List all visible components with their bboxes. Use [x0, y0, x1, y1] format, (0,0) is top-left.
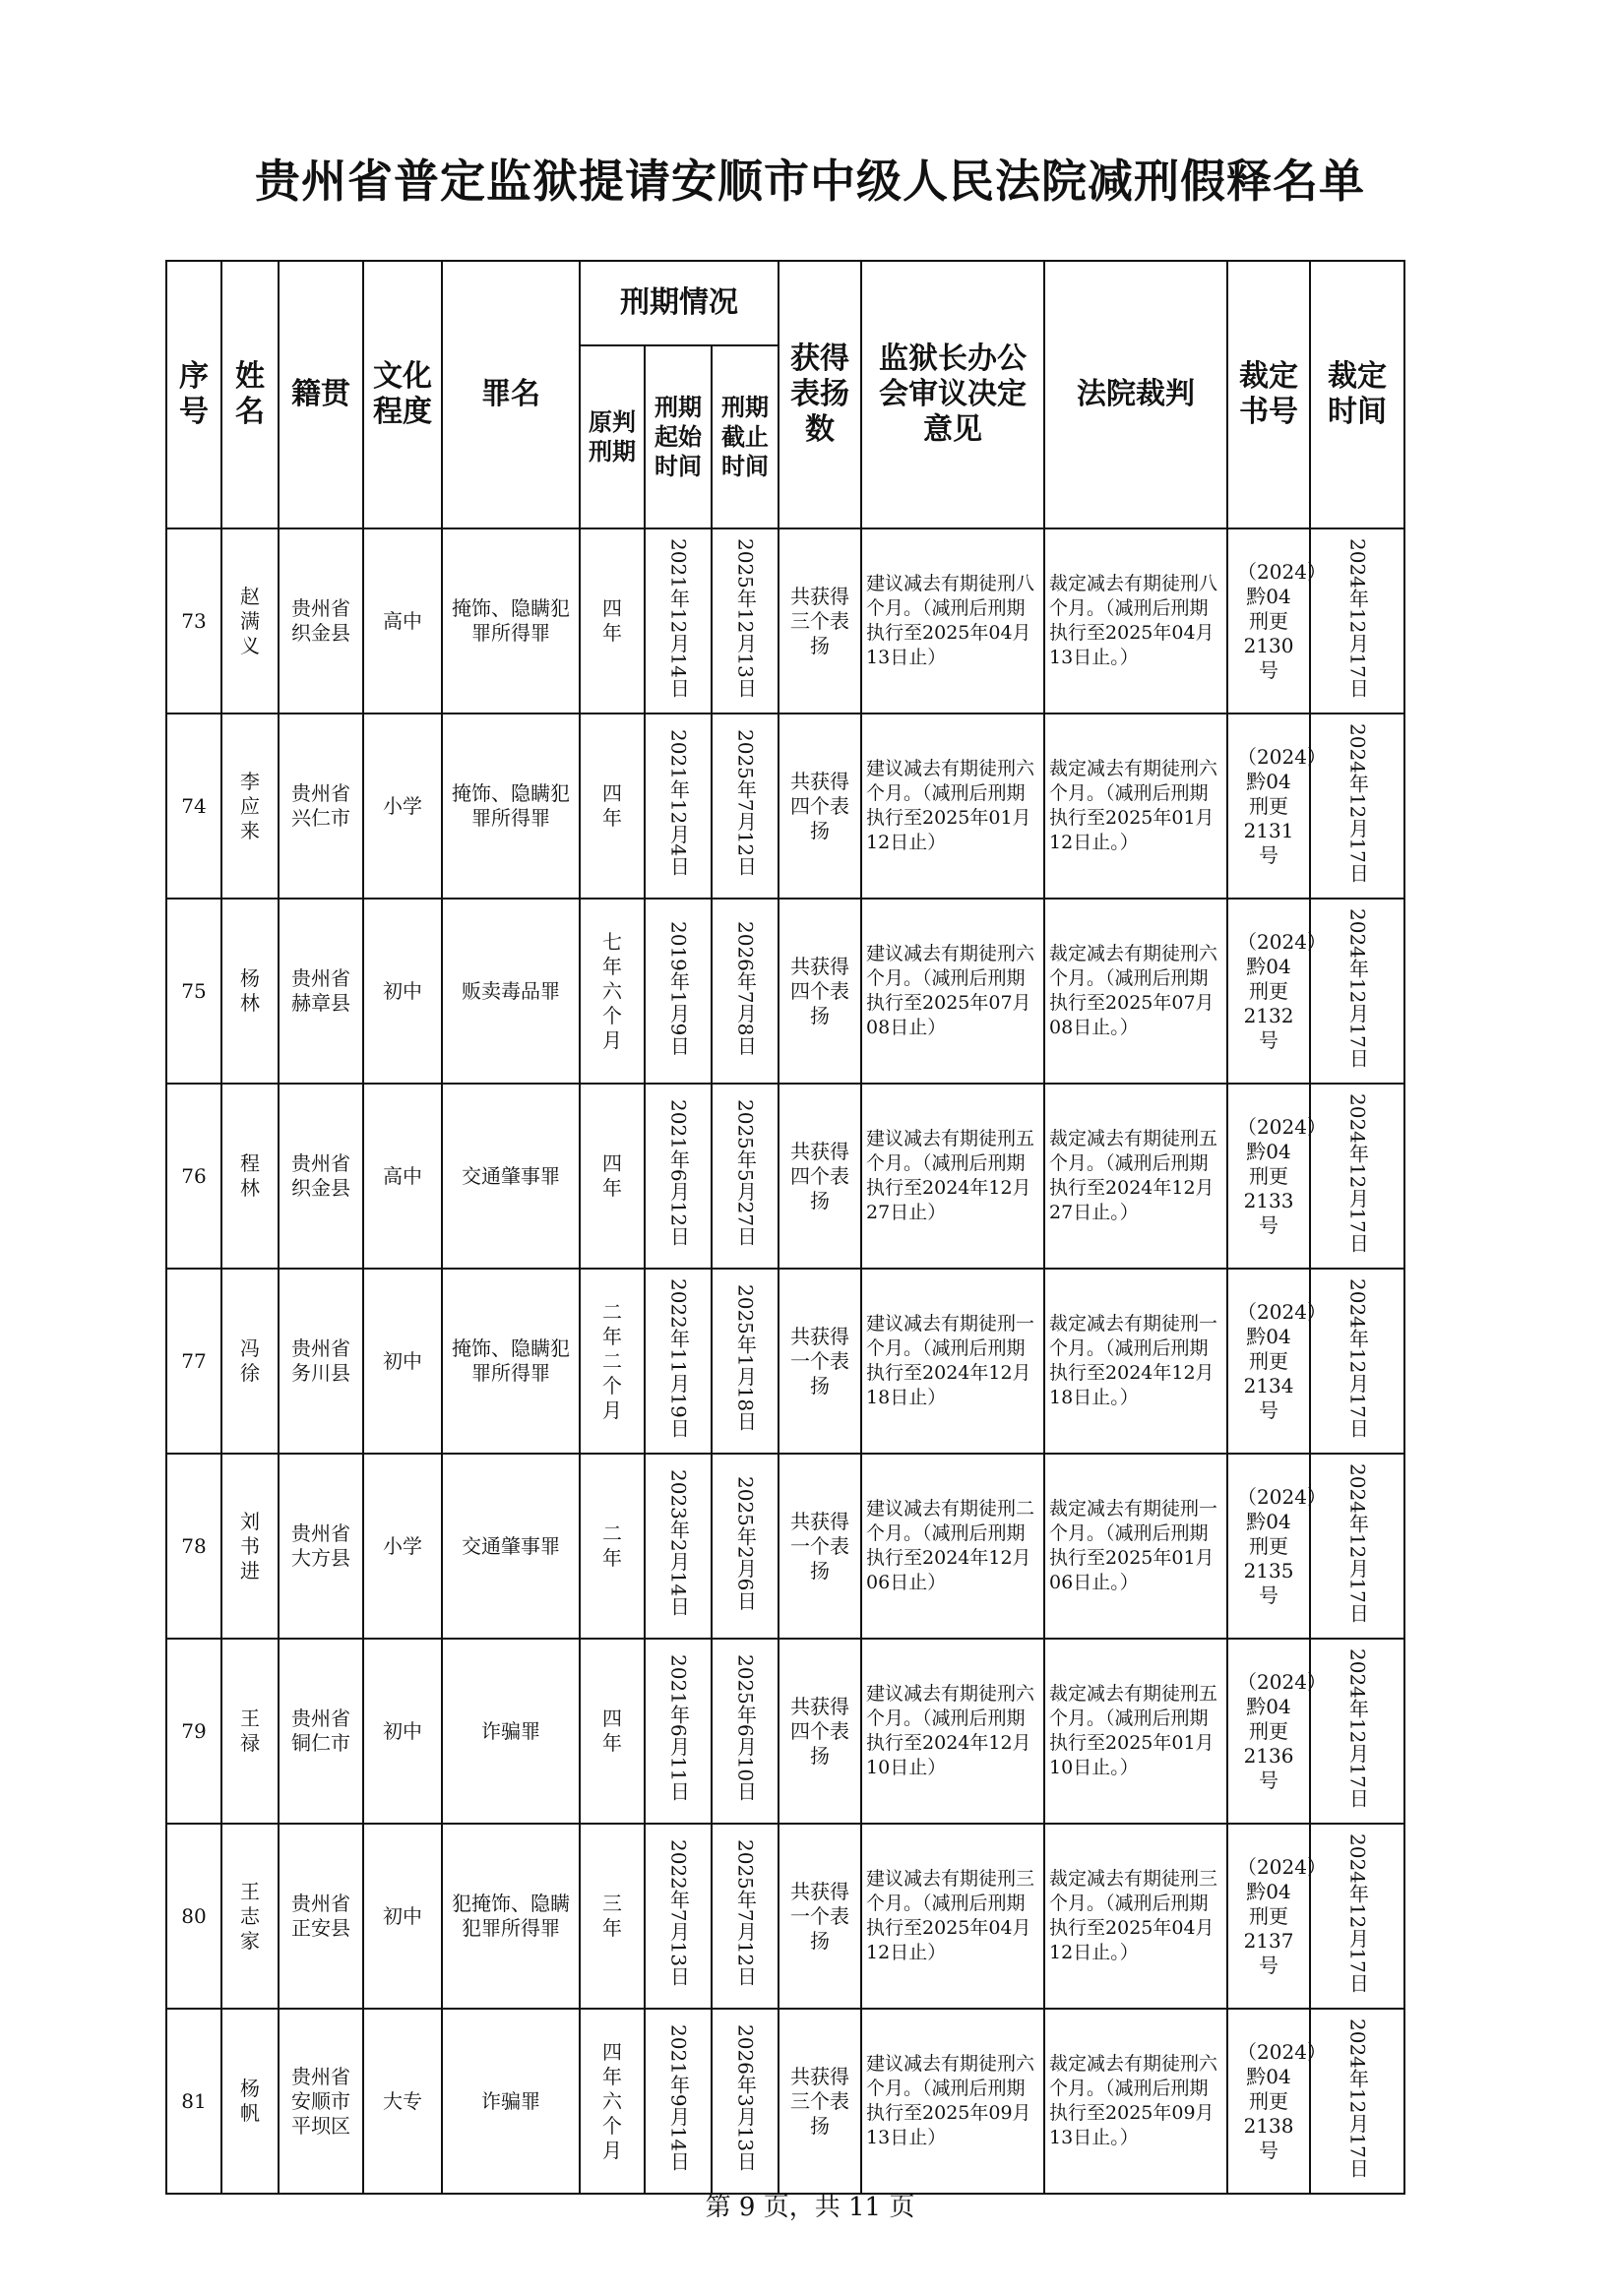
cell-origin [279, 2009, 363, 2194]
cell-name [221, 714, 279, 899]
cell-education [363, 1454, 442, 1639]
cell-crime [442, 2009, 580, 2194]
cell-commendations-text: 共获得四个表扬 [790, 769, 850, 842]
cell-ruling-number-text: （2024）黔04刑更2131号 [1237, 744, 1327, 867]
cell-term-start-text: 2022年7月13日 [666, 1839, 691, 1987]
cell-term-end [712, 1824, 779, 2009]
cell-ruling-number [1227, 1269, 1327, 1454]
cell-name-text: 刘书进 [240, 1509, 260, 1582]
cell-origin-text: 贵州省织金县 [291, 596, 350, 645]
cell-term-end [712, 2009, 779, 2194]
cell-term-end [712, 714, 779, 899]
cell-ruling-date-text: 2024年12月17日 [1345, 2018, 1370, 2178]
cell-term-end-text: 2025年2月6日 [733, 1475, 758, 1611]
cell-commendations-text: 共获得四个表扬 [790, 1139, 850, 1212]
cell-crime [442, 1639, 580, 1824]
cell-warden-opinion [861, 714, 1044, 899]
table-body [166, 528, 1404, 2194]
cell-court-ruling [1044, 2009, 1227, 2194]
cell-term-start-text: 2021年12月4日 [666, 729, 691, 877]
cell-ruling-number-text: （2024）黔04刑更2138号 [1237, 2039, 1327, 2162]
cell-seq [166, 528, 221, 714]
cell-warden-opinion [861, 2009, 1044, 2194]
header-education: 文化程度 [363, 261, 442, 528]
cell-term-end-text: 2025年7月12日 [733, 729, 758, 877]
cell-ruling-number [1227, 714, 1327, 899]
cell-warden-opinion [861, 1454, 1044, 1639]
cell-education [363, 1639, 442, 1824]
cell-seq-text: 78 [181, 1533, 207, 1558]
cell-warden-opinion-text: 建议减去有期徒刑二个月。（减刑后刑期执行至2024年12月06日止） [866, 1498, 1035, 1593]
table-row [166, 1639, 1404, 1824]
table-row [166, 528, 1404, 714]
cell-ruling-date [1310, 714, 1404, 899]
table-row [166, 2009, 1404, 2194]
cell-ruling-number [1227, 1639, 1327, 1824]
table-row [166, 1824, 1404, 2009]
cell-warden-opinion-text: 建议减去有期徒刑六个月。（减刑后刑期执行至2025年09月13日止） [866, 2053, 1035, 2148]
cell-name [221, 899, 279, 1084]
header-ruling-number: 裁定书号 [1227, 261, 1310, 528]
cell-seq-text: 79 [181, 1718, 207, 1743]
cell-ruling-date-text: 2024年12月17日 [1345, 1093, 1370, 1253]
cell-origin [279, 899, 363, 1084]
cell-crime-text: 诈骗罪 [481, 1718, 540, 1743]
cell-ruling-date-text: 2024年12月17日 [1345, 1833, 1370, 1993]
table-row [166, 899, 1404, 1084]
cell-term-start-text: 2021年6月11日 [666, 1654, 691, 1802]
cell-court-ruling-text: 裁定减去有期徒刑一个月。（减刑后刑期执行至2025年01月06日止。） [1049, 1498, 1218, 1593]
cell-original-term-text: 七年六个月 [602, 929, 622, 1052]
cell-seq-text: 75 [181, 978, 207, 1003]
cell-ruling-number-text: （2024）黔04刑更2132号 [1237, 929, 1327, 1052]
cell-ruling-number-text: （2024）黔04刑更2137号 [1237, 1854, 1327, 1977]
cell-original-term-text: 二年二个月 [602, 1299, 622, 1422]
cell-commendations [779, 1824, 861, 2009]
cell-ruling-date [1310, 528, 1404, 714]
cell-crime [442, 1269, 580, 1454]
header-term-end: 刑期截止时间 [712, 345, 779, 528]
header-sentence-group: 刑期情况 [580, 261, 779, 345]
cell-seq [166, 1269, 221, 1454]
cell-name [221, 528, 279, 714]
cell-warden-opinion [861, 528, 1044, 714]
cell-crime [442, 1454, 580, 1639]
header-origin: 籍贯 [279, 261, 363, 528]
cell-court-ruling-text: 裁定减去有期徒刑三个月。（减刑后刑期执行至2025年04月12日止。） [1049, 1868, 1218, 1963]
cell-commendations [779, 528, 861, 714]
cell-education [363, 2009, 442, 2194]
cell-ruling-number [1227, 1084, 1327, 1269]
cell-crime [442, 714, 580, 899]
header-seq: 序号 [166, 261, 221, 528]
cell-term-start [645, 1269, 712, 1454]
cell-education-text: 高中 [383, 1163, 422, 1188]
cell-crime-text: 犯掩饰、隐瞒犯罪所得罪 [452, 1892, 570, 1940]
cell-ruling-number [1227, 899, 1327, 1084]
page-title: 贵州省普定监狱提请安顺市中级人民法院减刑假释名单 [255, 155, 1365, 208]
cell-education-text: 初中 [383, 1348, 422, 1373]
cell-name-text: 王禄 [240, 1706, 260, 1755]
cell-crime-text: 诈骗罪 [481, 2088, 540, 2113]
cell-crime-text: 交通肇事罪 [462, 1163, 560, 1188]
header-commendations: 获得表扬数 [779, 261, 861, 528]
cell-name [221, 1084, 279, 1269]
cell-ruling-number [1227, 1824, 1327, 2009]
cell-term-start [645, 1824, 712, 2009]
cell-education-text: 小学 [383, 793, 422, 818]
cell-original-term-text: 四年六个月 [602, 2039, 622, 2162]
cell-education-text: 小学 [383, 1533, 422, 1558]
cell-ruling-number-text: （2024）黔04刑更2130号 [1237, 559, 1327, 682]
cell-warden-opinion-text: 建议减去有期徒刑六个月。（减刑后刑期执行至2024年12月10日止） [866, 1683, 1035, 1778]
cell-education [363, 1269, 442, 1454]
cell-crime-text: 掩饰、隐瞒犯罪所得罪 [452, 781, 570, 830]
cell-seq [166, 714, 221, 899]
cell-ruling-number [1227, 1454, 1327, 1639]
cell-name-text: 冯徐 [240, 1336, 260, 1385]
cell-term-end-text: 2025年1月18日 [733, 1284, 758, 1432]
cell-term-end [712, 899, 779, 1084]
cell-origin [279, 1824, 363, 2009]
cell-name-text: 杨帆 [240, 2077, 260, 2125]
cell-court-ruling [1044, 899, 1227, 1084]
cell-term-end [712, 528, 779, 714]
cell-ruling-date-text: 2024年12月17日 [1345, 723, 1370, 883]
cell-seq [166, 1824, 221, 2009]
cell-education-text: 大专 [383, 2088, 422, 2113]
cell-ruling-date [1310, 1454, 1404, 1639]
cell-term-start-text: 2023年2月14日 [666, 1469, 691, 1617]
cell-commendations-text: 共获得三个表扬 [790, 584, 850, 657]
cell-crime-text: 掩饰、隐瞒犯罪所得罪 [452, 1336, 570, 1385]
cell-origin [279, 1639, 363, 1824]
cell-court-ruling-text: 裁定减去有期徒刑八个月。（减刑后刑期执行至2025年04月13日止。） [1049, 573, 1218, 668]
cell-ruling-number [1227, 528, 1327, 714]
cell-court-ruling [1044, 714, 1227, 899]
cell-term-start-text: 2021年12月14日 [666, 538, 691, 698]
cell-court-ruling [1044, 1269, 1227, 1454]
cell-ruling-number [1227, 2009, 1327, 2194]
table-row [166, 1269, 1404, 1454]
cell-seq [166, 1454, 221, 1639]
cell-education-text: 初中 [383, 1903, 422, 1928]
table-row [166, 1454, 1404, 1639]
cell-warden-opinion [861, 1084, 1044, 1269]
cell-crime [442, 1084, 580, 1269]
cell-ruling-date-text: 2024年12月17日 [1345, 1648, 1370, 1808]
cell-name [221, 1639, 279, 1824]
cell-crime [442, 899, 580, 1084]
cell-education-text: 初中 [383, 1718, 422, 1743]
cell-name [221, 1454, 279, 1639]
cell-origin-text: 贵州省大方县 [291, 1521, 350, 1570]
cell-original-term [580, 714, 645, 899]
cell-seq-text: 80 [181, 1903, 207, 1928]
header-name: 姓名 [221, 261, 279, 528]
cell-ruling-date [1310, 899, 1404, 1084]
cell-court-ruling [1044, 1454, 1227, 1639]
cell-ruling-date [1310, 1084, 1404, 1269]
cell-term-start [645, 528, 712, 714]
header-warden-opinion: 监狱长办公会审议决定意见 [861, 261, 1044, 528]
cell-term-start-text: 2021年9月14日 [666, 2024, 691, 2172]
cell-term-end [712, 1269, 779, 1454]
cell-warden-opinion [861, 1639, 1044, 1824]
cell-court-ruling-text: 裁定减去有期徒刑六个月。（减刑后刑期执行至2025年01月12日止。） [1049, 758, 1218, 853]
cell-ruling-date-text: 2024年12月17日 [1345, 538, 1370, 698]
cell-commendations-text: 共获得三个表扬 [790, 2064, 850, 2138]
cell-ruling-date-text: 2024年12月17日 [1345, 908, 1370, 1068]
cell-commendations [779, 899, 861, 1084]
cell-name [221, 1269, 279, 1454]
cell-warden-opinion-text: 建议减去有期徒刑三个月。（减刑后刑期执行至2025年04月12日止） [866, 1868, 1035, 1963]
cell-seq [166, 2009, 221, 2194]
cell-ruling-date [1310, 2009, 1404, 2194]
cell-seq [166, 1639, 221, 1824]
cell-crime [442, 1824, 580, 2009]
cell-original-term-text: 二年 [602, 1521, 622, 1570]
cell-crime-text: 贩卖毒品罪 [462, 978, 560, 1003]
cell-term-end-text: 2026年3月13日 [733, 2024, 758, 2172]
cell-warden-opinion-text: 建议减去有期徒刑八个月。（减刑后刑期执行至2025年04月13日止） [866, 573, 1035, 668]
cell-origin [279, 1084, 363, 1269]
cell-seq [166, 899, 221, 1084]
cell-name-text: 杨林 [240, 966, 260, 1015]
header-court-ruling: 法院裁判 [1044, 261, 1227, 528]
cell-term-start [645, 1084, 712, 1269]
cell-commendations-text: 共获得四个表扬 [790, 954, 850, 1027]
cell-term-end-text: 2025年12月13日 [733, 538, 758, 698]
cell-court-ruling [1044, 1824, 1227, 2009]
cell-seq-text: 73 [181, 608, 207, 633]
cell-term-end-text: 2025年7月12日 [733, 1839, 758, 1987]
header-ruling-date: 裁定时间 [1310, 261, 1404, 528]
cell-education [363, 1824, 442, 2009]
cell-term-end-text: 2025年6月10日 [733, 1654, 758, 1802]
cell-ruling-date [1310, 1269, 1404, 1454]
cell-origin [279, 714, 363, 899]
cell-original-term-text: 三年 [602, 1892, 622, 1940]
cell-original-term [580, 1639, 645, 1824]
cell-warden-opinion-text: 建议减去有期徒刑一个月。（减刑后刑期执行至2024年12月18日止） [866, 1313, 1035, 1408]
cell-warden-opinion [861, 899, 1044, 1084]
cell-term-start [645, 1454, 712, 1639]
cell-commendations-text: 共获得一个表扬 [790, 1879, 850, 1953]
cell-original-term-text: 四年 [602, 1151, 622, 1200]
cell-origin-text: 贵州省铜仁市 [291, 1706, 350, 1755]
cell-education-text: 初中 [383, 978, 422, 1003]
cell-name [221, 1824, 279, 2009]
cell-origin [279, 1269, 363, 1454]
cell-ruling-number-text: （2024）黔04刑更2134号 [1237, 1299, 1327, 1422]
cell-name-text: 李应来 [240, 769, 260, 842]
cell-origin-text: 贵州省兴仁市 [291, 781, 350, 830]
cell-education [363, 528, 442, 714]
cell-crime-text: 掩饰、隐瞒犯罪所得罪 [452, 596, 570, 645]
cell-court-ruling-text: 裁定减去有期徒刑五个月。（减刑后刑期执行至2024年12月27日止。） [1049, 1128, 1218, 1223]
cell-term-start-text: 2021年6月12日 [666, 1099, 691, 1247]
cell-origin-text: 贵州省安顺市平坝区 [291, 2064, 350, 2138]
page-footer: 第 9 页，共 11 页 [705, 2193, 915, 2222]
cell-ruling-number-text: （2024）黔04刑更2135号 [1237, 1484, 1327, 1607]
cell-term-end-text: 2025年5月27日 [733, 1099, 758, 1247]
cell-education [363, 714, 442, 899]
cell-origin [279, 1454, 363, 1639]
cell-seq [166, 1084, 221, 1269]
cell-ruling-number-text: （2024）黔04刑更2136号 [1237, 1669, 1327, 1792]
cell-warden-opinion [861, 1824, 1044, 2009]
cell-original-term-text: 四年 [602, 596, 622, 645]
cell-original-term [580, 528, 645, 714]
cell-ruling-date-text: 2024年12月17日 [1345, 1463, 1370, 1623]
cell-original-term [580, 1084, 645, 1269]
cell-name [221, 2009, 279, 2194]
cell-original-term [580, 1824, 645, 2009]
cell-term-start [645, 714, 712, 899]
cell-court-ruling-text: 裁定减去有期徒刑六个月。（减刑后刑期执行至2025年09月13日止。） [1049, 2053, 1218, 2148]
cell-court-ruling-text: 裁定减去有期徒刑一个月。（减刑后刑期执行至2024年12月18日止。） [1049, 1313, 1218, 1408]
cell-warden-opinion-text: 建议减去有期徒刑六个月。（减刑后刑期执行至2025年07月08日止） [866, 943, 1035, 1038]
cell-warden-opinion-text: 建议减去有期徒刑五个月。（减刑后刑期执行至2024年12月27日止） [866, 1128, 1035, 1223]
cell-court-ruling-text: 裁定减去有期徒刑五个月。（减刑后刑期执行至2025年01月10日止。） [1049, 1683, 1218, 1778]
header-crime: 罪名 [442, 261, 580, 528]
cell-term-end [712, 1084, 779, 1269]
cell-warden-opinion [861, 1269, 1044, 1454]
cell-court-ruling-text: 裁定减去有期徒刑六个月。（减刑后刑期执行至2025年07月08日止。） [1049, 943, 1218, 1038]
cell-origin-text: 贵州省正安县 [291, 1892, 350, 1940]
cell-commendations [779, 1454, 861, 1639]
cell-commendations [779, 2009, 861, 2194]
cell-crime-text: 交通肇事罪 [462, 1533, 560, 1558]
cell-origin [279, 528, 363, 714]
cell-education [363, 899, 442, 1084]
cell-seq-text: 77 [181, 1348, 207, 1373]
header-term-start: 刑期起始时间 [645, 345, 712, 528]
cell-original-term [580, 1454, 645, 1639]
table-row [166, 1084, 1404, 1269]
cell-warden-opinion-text: 建议减去有期徒刑六个月。（减刑后刑期执行至2025年01月12日止） [866, 758, 1035, 853]
cell-court-ruling [1044, 528, 1227, 714]
cell-commendations [779, 714, 861, 899]
cell-origin-text: 贵州省织金县 [291, 1151, 350, 1200]
cell-seq-text: 76 [181, 1163, 207, 1188]
cell-education [363, 1084, 442, 1269]
cell-commendations [779, 1084, 861, 1269]
header-original-term: 原判刑期 [580, 345, 645, 528]
cell-name-text: 赵满义 [240, 584, 260, 657]
cell-term-start-text: 2019年1月9日 [666, 920, 691, 1056]
cell-original-term [580, 899, 645, 1084]
cell-commendations-text: 共获得一个表扬 [790, 1509, 850, 1582]
cell-crime [442, 528, 580, 714]
cell-commendations [779, 1639, 861, 1824]
cell-term-start [645, 1639, 712, 1824]
cell-commendations-text: 共获得一个表扬 [790, 1324, 850, 1397]
commutation-table [165, 260, 1405, 2195]
cell-original-term [580, 2009, 645, 2194]
cell-ruling-date [1310, 1639, 1404, 1824]
cell-term-start [645, 2009, 712, 2194]
cell-term-end-text: 2026年7月8日 [733, 920, 758, 1056]
cell-ruling-number-text: （2024）黔04刑更2133号 [1237, 1114, 1327, 1237]
cell-name-text: 王志家 [240, 1879, 260, 1953]
cell-seq-text: 81 [181, 2088, 207, 2113]
cell-original-term [580, 1269, 645, 1454]
cell-education-text: 高中 [383, 608, 422, 633]
cell-origin-text: 贵州省赫章县 [291, 966, 350, 1015]
table-row [166, 714, 1404, 899]
cell-ruling-date-text: 2024年12月17日 [1345, 1278, 1370, 1438]
cell-name-text: 程林 [240, 1151, 260, 1200]
cell-court-ruling [1044, 1084, 1227, 1269]
cell-term-end [712, 1639, 779, 1824]
cell-origin-text: 贵州省务川县 [291, 1336, 350, 1385]
cell-ruling-date [1310, 1824, 1404, 2009]
cell-seq-text: 74 [181, 793, 207, 818]
cell-court-ruling [1044, 1639, 1227, 1824]
cell-commendations-text: 共获得四个表扬 [790, 1694, 850, 1768]
cell-original-term-text: 四年 [602, 781, 622, 830]
cell-term-start [645, 899, 712, 1084]
cell-term-start-text: 2022年11月19日 [666, 1278, 691, 1438]
cell-commendations [779, 1269, 861, 1454]
cell-original-term-text: 四年 [602, 1706, 622, 1755]
cell-term-end [712, 1454, 779, 1639]
